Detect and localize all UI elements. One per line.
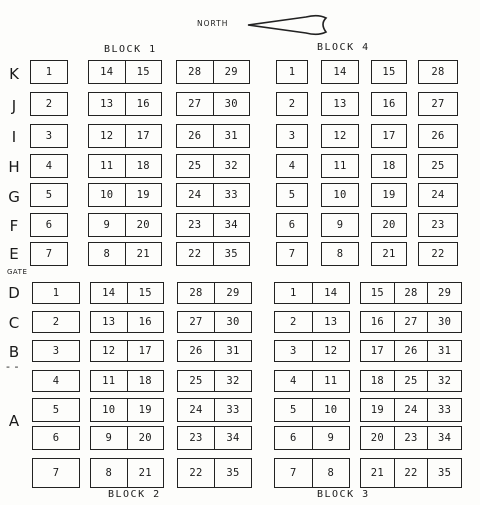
block2-plot-pair: [177, 282, 252, 304]
block2-plot-pair: [90, 458, 164, 488]
plot-number: 27: [431, 98, 445, 110]
plot-number: 5: [289, 404, 297, 416]
plot-number: 1: [289, 287, 297, 299]
block2-plot-pair: [177, 340, 252, 362]
block4-plot: [418, 124, 458, 148]
plot-number: 14: [100, 66, 114, 78]
plot-number: 10: [312, 399, 350, 421]
gate-mark: - -: [6, 360, 19, 373]
plot-number: 30: [427, 312, 461, 332]
row-label-j: J: [11, 97, 17, 115]
plot-number: 22: [188, 248, 202, 260]
block3-plot-triple: [360, 398, 462, 422]
plot-number: 19: [127, 399, 164, 421]
plot-number: 25: [431, 160, 445, 172]
plot-number: 21: [127, 459, 164, 487]
plot-number: 18: [370, 375, 384, 387]
block4-plot: [371, 60, 407, 84]
plot-number: 12: [333, 130, 347, 142]
plot-number: 20: [127, 427, 164, 449]
plot-number: 20: [370, 432, 384, 444]
block2-plot-pair: [177, 370, 252, 392]
plot-number: 7: [52, 467, 60, 479]
plot-number: 19: [382, 189, 396, 201]
plot-number: 26: [188, 130, 202, 142]
block4-plot: [276, 242, 308, 266]
plot-number: 31: [214, 341, 251, 361]
plot-number: 34: [214, 427, 251, 449]
block1-plot-pair: [88, 154, 162, 178]
block2-plot-pair: [177, 311, 252, 333]
plot-number: 9: [105, 432, 113, 444]
block2-plot-pair: [90, 340, 164, 362]
plot-number: 30: [213, 93, 250, 115]
row-label-i: I: [11, 128, 17, 146]
block4-plot: [321, 92, 359, 116]
plot-number: 8: [103, 248, 111, 260]
block2-plot: [32, 398, 80, 422]
block4-plot: [321, 213, 359, 237]
block2-plot: [32, 340, 80, 362]
block2-plot-pair: [177, 398, 252, 422]
plot-number: 14: [102, 287, 116, 299]
block4-plot: [371, 92, 407, 116]
plot-number: 28: [431, 66, 445, 78]
plot-number: 22: [394, 459, 428, 487]
plot-number: 6: [289, 432, 297, 444]
block1-plot-pair: [176, 60, 250, 84]
plot-number: 33: [427, 399, 461, 421]
north-label: NORTH: [197, 19, 229, 28]
block2-plot: [32, 426, 80, 450]
plot-number: 13: [312, 312, 350, 332]
block4-plot: [276, 183, 308, 207]
plot-number: 1: [52, 287, 60, 299]
block1-plot-pair: [176, 154, 250, 178]
row-label-g: G: [8, 188, 20, 206]
plot-number: 27: [189, 316, 203, 328]
plot-number: 19: [125, 184, 162, 206]
plot-number: 12: [102, 345, 116, 357]
plot-number: 12: [312, 341, 350, 361]
plot-number: 2: [288, 98, 296, 110]
block4-plot: [371, 124, 407, 148]
plot-number: 15: [382, 66, 396, 78]
plot-number: 5: [45, 189, 53, 201]
row-label-d: D: [8, 284, 20, 302]
plot-number: 31: [213, 125, 250, 147]
block4-plot: [418, 183, 458, 207]
plot-number: 5: [52, 404, 60, 416]
block1-plot: [30, 154, 68, 178]
plot-number: 2: [52, 316, 60, 328]
north-arrow-icon: [246, 12, 328, 38]
block-3-label: BLOCK 3: [317, 489, 370, 500]
block4-plot: [276, 60, 308, 84]
block4-plot: [371, 154, 407, 178]
plot-number: 25: [188, 160, 202, 172]
plot-number: 21: [125, 243, 162, 265]
block1-plot-pair: [176, 242, 250, 266]
plot-number: 13: [100, 98, 114, 110]
block3-plot-triple: [360, 282, 462, 304]
plot-number: 2: [289, 316, 297, 328]
block1-plot-pair: [88, 213, 162, 237]
plot-number: 16: [125, 93, 162, 115]
block2-plot-pair: [90, 426, 164, 450]
block4-plot: [321, 242, 359, 266]
gate-label: GATE: [7, 268, 28, 276]
block3-plot-pair: [274, 426, 350, 450]
plot-number: 9: [103, 219, 111, 231]
block3-plot-pair: [274, 311, 350, 333]
plot-number: 16: [382, 98, 396, 110]
plot-number: 34: [427, 427, 461, 449]
plot-number: 17: [382, 130, 396, 142]
block3-plot-pair: [274, 282, 350, 304]
plot-number: 32: [427, 371, 461, 391]
plot-number: 16: [127, 312, 164, 332]
plot-number: 27: [188, 98, 202, 110]
block-1-label: BLOCK 1: [104, 44, 157, 55]
plot-number: 7: [45, 248, 53, 260]
block4-plot: [276, 154, 308, 178]
block4-plot: [321, 183, 359, 207]
plot-number: 9: [336, 219, 344, 231]
block1-plot: [30, 242, 68, 266]
plot-number: 18: [127, 371, 164, 391]
plot-number: 1: [45, 66, 53, 78]
plot-number: 25: [189, 375, 203, 387]
block1-plot: [30, 124, 68, 148]
plot-number: 30: [214, 312, 251, 332]
block2-plot-pair: [90, 311, 164, 333]
plot-number: 4: [288, 160, 296, 172]
plot-number: 7: [289, 467, 297, 479]
block3-plot-triple: [360, 458, 462, 488]
block3-plot-pair: [274, 340, 350, 362]
row-label-e: E: [9, 245, 19, 263]
plot-number: 26: [189, 345, 203, 357]
plot-number: 12: [100, 130, 114, 142]
block-4-label: BLOCK 4: [317, 42, 370, 53]
block1-plot-pair: [88, 92, 162, 116]
block2-plot-pair: [177, 426, 252, 450]
plot-number: 8: [105, 467, 113, 479]
block4-plot: [321, 60, 359, 84]
plot-number: 15: [127, 283, 164, 303]
plot-number: 28: [394, 283, 428, 303]
plot-number: 1: [288, 66, 296, 78]
block4-plot: [418, 154, 458, 178]
plot-number: 11: [102, 375, 116, 387]
plot-number: 32: [213, 155, 250, 177]
block2-plot: [32, 370, 80, 392]
plot-number: 6: [52, 432, 60, 444]
plot-number: 10: [102, 404, 116, 416]
row-label-k: K: [9, 65, 19, 83]
block1-plot-pair: [88, 183, 162, 207]
plot-number: 18: [125, 155, 162, 177]
plot-number: 21: [370, 467, 384, 479]
plot-number: 2: [45, 98, 53, 110]
plot-number: 6: [288, 219, 296, 231]
plot-number: 20: [382, 219, 396, 231]
block1-plot: [30, 60, 68, 84]
plot-number: 11: [312, 371, 350, 391]
block4-plot: [371, 242, 407, 266]
block3-plot-triple: [360, 426, 462, 450]
block1-plot-pair: [88, 242, 162, 266]
plot-number: 5: [288, 189, 296, 201]
plot-number: 15: [370, 287, 384, 299]
plot-number: 29: [213, 61, 250, 83]
plot-number: 35: [427, 459, 461, 487]
block3-plot-triple: [360, 340, 462, 362]
plot-number: 28: [188, 66, 202, 78]
plot-number: 32: [214, 371, 251, 391]
plot-number: 17: [370, 345, 384, 357]
block1-plot-pair: [176, 183, 250, 207]
block1-plot-pair: [176, 92, 250, 116]
block2-plot: [32, 458, 80, 488]
plot-number: 25: [394, 371, 428, 391]
block4-plot: [418, 92, 458, 116]
block4-plot: [321, 124, 359, 148]
plot-number: 14: [312, 283, 350, 303]
plot-number: 34: [213, 214, 250, 236]
plot-number: 17: [125, 125, 162, 147]
plot-number: 22: [189, 467, 203, 479]
row-label-h: H: [8, 158, 20, 176]
plot-number: 20: [125, 214, 162, 236]
block4-plot: [371, 183, 407, 207]
plot-number: 33: [214, 399, 251, 421]
block3-plot-triple: [360, 311, 462, 333]
block3-plot-triple: [360, 370, 462, 392]
plot-number: 3: [52, 345, 60, 357]
plot-number: 28: [189, 287, 203, 299]
plot-number: 23: [188, 219, 202, 231]
block3-plot-pair: [274, 398, 350, 422]
block2-plot-pair: [90, 282, 164, 304]
plot-number: 29: [427, 283, 461, 303]
plot-number: 11: [100, 160, 114, 172]
plot-number: 4: [45, 160, 53, 172]
plot-number: 26: [431, 130, 445, 142]
plot-number: 15: [125, 61, 162, 83]
block2-plot-pair: [177, 458, 252, 488]
plot-number: 7: [288, 248, 296, 260]
plot-number: 19: [370, 404, 384, 416]
row-label-b: B: [8, 343, 20, 361]
plot-number: 9: [312, 427, 350, 449]
block1-plot-pair: [176, 213, 250, 237]
plot-number: 17: [127, 341, 164, 361]
plot-number: 29: [214, 283, 251, 303]
block-2-label: BLOCK 2: [108, 489, 161, 500]
block2-plot-pair: [90, 398, 164, 422]
plot-number: 8: [312, 459, 350, 487]
plot-number: 4: [289, 375, 297, 387]
plot-number: 14: [333, 66, 347, 78]
plot-number: 27: [394, 312, 428, 332]
plot-number: 21: [382, 248, 396, 260]
block1-plot: [30, 183, 68, 207]
plot-number: 18: [382, 160, 396, 172]
row-label-f: F: [9, 217, 19, 235]
block1-plot-pair: [176, 124, 250, 148]
block4-plot: [418, 60, 458, 84]
block2-plot: [32, 311, 80, 333]
block3-plot-pair: [274, 458, 350, 488]
plot-number: 22: [431, 248, 445, 260]
plot-number: 3: [45, 130, 53, 142]
block4-plot: [418, 213, 458, 237]
plot-number: 10: [333, 189, 347, 201]
block4-plot: [418, 242, 458, 266]
block4-plot: [276, 124, 308, 148]
plot-number: 24: [394, 399, 428, 421]
plot-number: 8: [336, 248, 344, 260]
plot-number: 10: [100, 189, 114, 201]
plot-number: 3: [288, 130, 296, 142]
block2-plot-pair: [90, 370, 164, 392]
plot-number: 3: [289, 345, 297, 357]
plot-number: 35: [213, 243, 250, 265]
plot-number: 23: [189, 432, 203, 444]
block1-plot: [30, 92, 68, 116]
plot-number: 31: [427, 341, 461, 361]
block3-plot-pair: [274, 370, 350, 392]
plot-number: 33: [213, 184, 250, 206]
block4-plot: [321, 154, 359, 178]
plot-number: 6: [45, 219, 53, 231]
plot-number: 4: [52, 375, 60, 387]
block1-plot-pair: [88, 60, 162, 84]
plot-number: 26: [394, 341, 428, 361]
plot-number: 13: [333, 98, 347, 110]
block1-plot: [30, 213, 68, 237]
block4-plot: [276, 213, 308, 237]
row-label-c: C: [8, 314, 20, 332]
block2-plot: [32, 282, 80, 304]
plot-number: 24: [431, 189, 445, 201]
plot-number: 35: [214, 459, 251, 487]
plot-number: 13: [102, 316, 116, 328]
plot-number: 24: [188, 189, 202, 201]
plot-number: 23: [394, 427, 428, 449]
row-label-a: A: [8, 412, 20, 430]
plot-number: 24: [189, 404, 203, 416]
block4-plot: [276, 92, 308, 116]
plot-number: 23: [431, 219, 445, 231]
plot-number: 16: [370, 316, 384, 328]
plot-number: 11: [333, 160, 347, 172]
block1-plot-pair: [88, 124, 162, 148]
block4-plot: [371, 213, 407, 237]
